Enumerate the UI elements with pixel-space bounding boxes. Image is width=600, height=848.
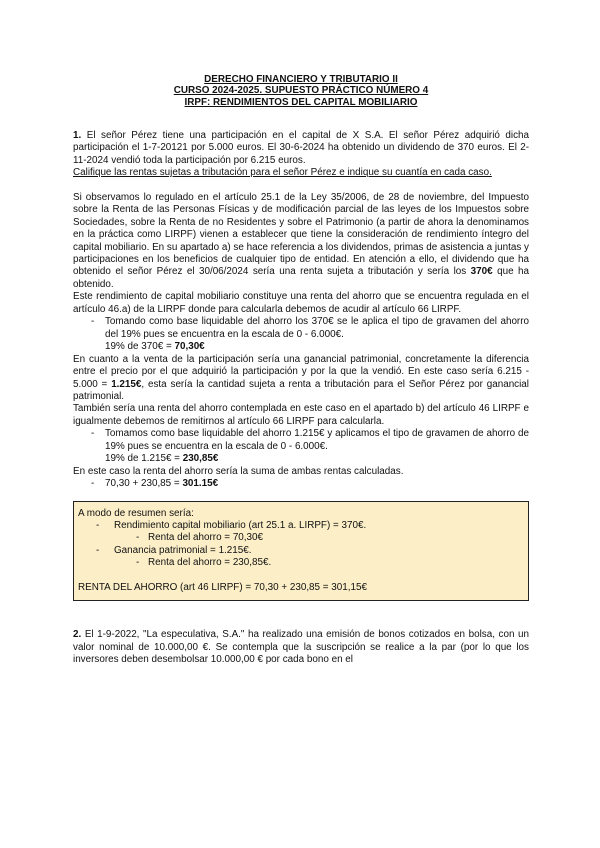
answer-paragraph-5: En este caso la renta del ahorro sería la suma de ambas rentas calculadas. bbox=[73, 465, 404, 477]
summary-subitem-text: Renta del ahorro = 230,85€. bbox=[148, 557, 272, 569]
summary-item-text: Rendimiento capital mobiliario (art 25.1 a. LIRPF) = 370€. bbox=[114, 520, 367, 532]
calc-result: 70,30€ bbox=[174, 341, 205, 353]
question-1-prompt: Califique las rentas sujetas a tributación para el señor Pérez e indique su cuantía en cada caso. bbox=[73, 167, 492, 179]
summary-subitem: - Renta del ahorro = 230,85€. bbox=[136, 557, 272, 569]
list-item: - Tomamos como base liquidable del ahorro 1.215€ y aplicamos el tipo de gravamen de ahorro de 19% pues se encuentra en la escala de 0 - 6.000€. bbox=[91, 428, 529, 453]
summary-subitem-text: Renta del ahorro = 70,30€ bbox=[148, 532, 264, 544]
summary-total: RENTA DEL AHORRO (art 46 LIRPF) = 70,30 + 230,85 = 301,15€ bbox=[78, 581, 367, 593]
question-1-number: 1. bbox=[73, 129, 82, 141]
answer-paragraph-1 bbox=[73, 192, 529, 292]
summary-title: A modo de resumen sería: bbox=[78, 507, 194, 519]
calc-list-3 bbox=[73, 478, 529, 490]
bold-amount: 370€ bbox=[470, 266, 493, 278]
bold-amount: 1.215€ bbox=[111, 378, 142, 390]
calc-list-1 bbox=[73, 316, 529, 341]
answer-text: , esta sería la cantidad sujeta a renta a tributación para el Señor Pérez por ganancial patrimonial. bbox=[73, 378, 529, 402]
list-item: - Tomando como base liquidable del ahorro los 370€ se le aplica el tipo de gravamen del ahorro del 19% pues se encuentra en la escala de 0 - 6.000€. bbox=[91, 316, 529, 341]
summary-item: - Rendimiento capital mobiliario (art 25.1 a. LIRPF) = 370€. bbox=[96, 520, 367, 532]
calc-text: 70,30 + 230,85 = bbox=[105, 478, 180, 490]
calc-line-1 bbox=[73, 341, 529, 353]
question-1-text: El señor Pérez tiene una participación en el capital de X S.A. El señor Pérez adquirió dicha participación el 1-7-20121 por 5.000 euros. El 30-6-2024 ha obtenido un dividendo de 370 euros. El 2-11-2024 vendió toda la participación por 6.215 euros. bbox=[73, 129, 529, 166]
course-subtitle: CURSO 2024-2025. SUPUESTO PRÁCTICO NÚMERO 4 bbox=[173, 85, 429, 97]
calc-result: 301.15€ bbox=[182, 478, 219, 490]
calc-result: 230,85€ bbox=[182, 453, 219, 465]
calc-line-2 bbox=[73, 453, 529, 465]
answer-text: que ha obtenido. bbox=[73, 266, 529, 290]
question-2-number: 2. bbox=[73, 629, 82, 641]
calc-text: 19% de 370€ = bbox=[105, 341, 172, 353]
calc-text: 19% de 1.215€ = bbox=[105, 453, 180, 465]
summary-subitem: - Renta del ahorro = 70,30€ bbox=[136, 532, 264, 544]
answer-paragraph-4: También sería una renta del ahorro contemplada en este caso en el apartado b) del artículo 46 LIRPF e igualmente debemos de remitirnos al artículo 66 LIRPF para calcularla. bbox=[73, 403, 529, 427]
course-title: DERECHO FINANCIERO Y TRIBUTARIO II bbox=[204, 74, 398, 85]
question-2-statement bbox=[73, 629, 529, 666]
summary-box bbox=[73, 501, 529, 602]
answer-paragraph-3 bbox=[73, 354, 529, 404]
summary-item-text: Ganancia patrimonial = 1.215€. bbox=[114, 544, 252, 556]
document-header bbox=[73, 74, 529, 108]
list-item bbox=[91, 478, 529, 490]
answer-paragraph-2: Este rendimiento de capital mobiliario constituye una renta del ahorro que se encuentra regulada en el artículo 46.a) de la LIRPF donde para calcularla debemos de acudir al artículo 66 LIRPF. bbox=[73, 291, 529, 315]
question-1-statement bbox=[73, 130, 529, 167]
question-2-text: El 1-9-2022, "La especulativa, S.A." ha realizado una emisión de bonos cotizados en bolsa, con un valor nominal de 10.000,00 €. Se contempla que la suscripción se realice a la par (por lo que los inversores deben desembolsar 10.000,00 € por cada bono en el bbox=[73, 629, 529, 666]
summary-item: - Ganancia patrimonial = 1.215€. bbox=[96, 544, 252, 556]
calc-list-2 bbox=[73, 428, 529, 453]
answer-text: Si observamos lo regulado en el artículo 25.1 de la Ley 35/2006, de 28 de noviembre, del Impuesto sobre la Renta de las Personas Físicas y de modificación parcial de las leyes de los Impuestos sobre Sociedades, sobre la Renta de no Residentes y sobre el Patrimonio (a partir de ahora la denominamos en la práctica como LIRPF) vienen a establecer que tiene la consideración de rendimiento íntegro del capital mobiliario. En su apartado a) se hace referencia a los dividendos, primas de asistencia a juntas y participaciones en los beneficios de cualquier tipo de entidad. En atención a ello, el dividendo que ha obtenido el señor Pérez el 30/06/2024 sería una renta sujeta a tributación y sería los bbox=[73, 191, 529, 278]
topic-title: IRPF: RENDIMIENTOS DEL CAPITAL MOBILIARIO bbox=[184, 96, 418, 108]
document-page bbox=[73, 74, 529, 667]
answer-text: En cuanto a la venta de la participación sería una ganancial patrimonial, concretamente la diferencia entre el precio por el que adquirió la participación y por la que la vendió. En este caso sería 6.215 - 5.000 = bbox=[73, 353, 529, 390]
